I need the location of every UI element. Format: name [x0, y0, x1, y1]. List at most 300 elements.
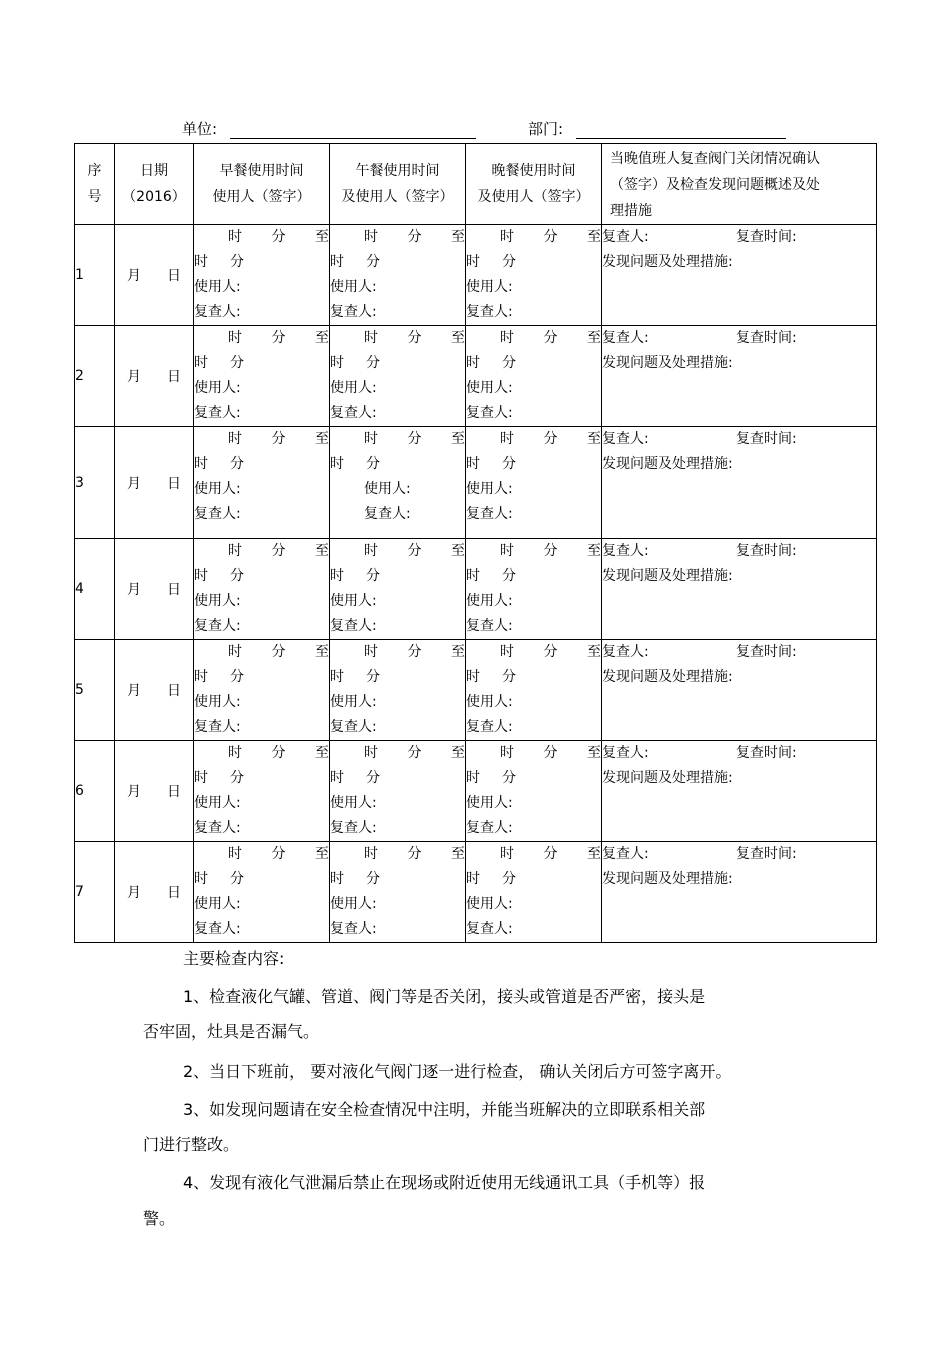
minute-label: 分 [271, 431, 286, 447]
lunch-cell[interactable] [330, 640, 466, 741]
hour-label: 时 [330, 355, 344, 371]
meal-time-end-line [330, 351, 465, 376]
hour-label: 时 [364, 330, 378, 346]
to-label: 至 [587, 330, 601, 346]
to-label: 至 [587, 846, 601, 862]
night-checker-label: 复查人: [602, 330, 649, 346]
meal-time-end-line [194, 665, 329, 690]
date-day: 日 [167, 885, 181, 901]
to-label: 至 [451, 745, 465, 761]
checker-label: 复查人: [330, 921, 377, 937]
date-month: 月 [127, 475, 141, 492]
meal-time-line [466, 842, 601, 867]
minute-label: 分 [543, 229, 558, 245]
meal-time-line [330, 640, 465, 665]
minute-label: 分 [366, 254, 380, 270]
breakfast-cell[interactable] [194, 427, 330, 539]
meal-time-line [466, 427, 601, 452]
dinner-cell[interactable] [466, 842, 602, 943]
minute-label: 分 [543, 846, 558, 862]
header-date-l1: 日期 [140, 163, 168, 179]
check-time-label: 复查时间: [736, 330, 797, 346]
notes-line-3: 2、当日下班前， 要对液化气阀门逐一进行检查， 确认关闭后方可签字离开。 [183, 1062, 732, 1081]
night-check-cell[interactable] [602, 640, 877, 741]
table-header-row [75, 144, 877, 225]
date-month: 月 [127, 784, 141, 800]
hour-label: 时 [228, 431, 242, 447]
to-label: 至 [451, 846, 465, 862]
minute-label: 分 [271, 644, 286, 660]
minute-label: 分 [366, 568, 380, 584]
night-check-line [602, 225, 876, 250]
night-check-line [602, 427, 876, 452]
row-date[interactable] [115, 326, 194, 427]
to-label: 至 [315, 330, 329, 346]
dinner-cell[interactable] [466, 326, 602, 427]
night-checker-label: 复查人: [602, 745, 649, 761]
row-index: 5 [75, 640, 115, 741]
user-label: 使用人: [330, 694, 377, 710]
to-label: 至 [315, 846, 329, 862]
user-label: 使用人: [466, 795, 513, 811]
meal-time-end-line [466, 867, 601, 892]
minute-label: 分 [502, 770, 516, 786]
minute-label: 分 [543, 745, 558, 761]
notes-line-5: 门进行整改。 [143, 1135, 240, 1154]
meal-time-end-line [330, 564, 465, 589]
header-breakfast-l2: 使用人（签字） [212, 189, 311, 205]
meal-time-end-line [194, 867, 329, 892]
row-date[interactable] [115, 225, 194, 326]
meal-time-line [330, 326, 465, 351]
notes-line-7: 警。 [143, 1209, 176, 1228]
hour-label: 时 [500, 644, 514, 660]
hour-label: 时 [330, 568, 344, 584]
user-label: 使用人: [466, 481, 513, 497]
minute-label: 分 [230, 254, 244, 270]
minute-label: 分 [407, 644, 422, 660]
hour-label: 时 [466, 669, 480, 685]
meal-time-line [466, 741, 601, 766]
hour-label: 时 [364, 229, 378, 245]
meal-time-end-line [330, 452, 465, 477]
checker-label: 复查人: [466, 405, 513, 421]
date-day: 日 [167, 268, 181, 284]
minute-label: 分 [366, 355, 380, 371]
notes-line-4: 3、如发现问题请在安全检查情况中注明，并能当班解决的立即联系相关部 [183, 1100, 706, 1119]
night-check-cell[interactable] [602, 427, 877, 539]
header-dinner-l1: 晚餐使用时间 [491, 163, 576, 179]
measures-label: 发现问题及处理措施: [602, 669, 733, 685]
hour-label: 时 [364, 745, 378, 761]
lunch-cell[interactable] [330, 427, 466, 539]
to-label: 至 [451, 229, 465, 245]
user-label: 使用人: [194, 694, 241, 710]
minute-label: 分 [407, 229, 422, 245]
to-label: 至 [451, 431, 465, 447]
table-row [75, 741, 877, 842]
meal-time-end-line [194, 250, 329, 275]
checker-label: 复查人: [466, 820, 513, 836]
hour-label: 时 [228, 745, 242, 761]
header-notes-l3: 理措施 [610, 203, 652, 219]
checker-label: 复查人: [194, 618, 241, 634]
night-check-cell[interactable] [602, 539, 877, 640]
hour-label: 时 [194, 871, 208, 887]
row-index: 6 [75, 741, 115, 842]
check-time-label: 复查时间: [736, 745, 797, 761]
checker-label: 复查人: [330, 820, 377, 836]
header-breakfast [194, 144, 330, 225]
check-time-label: 复查时间: [736, 846, 797, 862]
meal-time-line [330, 741, 465, 766]
checker-label: 复查人: [194, 719, 241, 735]
lunch-cell[interactable] [330, 842, 466, 943]
minute-label: 分 [271, 745, 286, 761]
minute-label: 分 [543, 543, 558, 559]
measures-label: 发现问题及处理措施: [602, 770, 733, 786]
meal-time-line [330, 842, 465, 867]
user-label: 使用人: [194, 795, 241, 811]
header-lunch-l1: 午餐使用时间 [355, 163, 440, 179]
to-label: 至 [315, 644, 329, 660]
checker-label: 复查人: [194, 304, 241, 320]
minute-label: 分 [366, 871, 380, 887]
hour-label: 时 [466, 254, 480, 270]
to-label: 至 [315, 431, 329, 447]
minute-label: 分 [230, 456, 244, 472]
meal-time-line [466, 539, 601, 564]
to-label: 至 [315, 745, 329, 761]
row-index: 3 [75, 427, 115, 539]
user-label: 使用人: [194, 380, 241, 396]
night-checker-label: 复查人: [602, 846, 649, 862]
user-label: 使用人: [364, 481, 411, 497]
night-check-cell[interactable] [602, 225, 877, 326]
meal-time-end-line [466, 250, 601, 275]
date-month: 月 [127, 369, 141, 385]
header-lunch [330, 144, 466, 225]
breakfast-cell[interactable] [194, 225, 330, 326]
notes-line-1: 1、检查液化气罐、管道、阀门等是否关闭，接头或管道是否严密，接头是 [183, 987, 706, 1006]
night-check-line [602, 326, 876, 351]
checker-label: 复查人: [466, 618, 513, 634]
hour-label: 时 [330, 770, 344, 786]
row-index: 2 [75, 326, 115, 427]
table-row [75, 427, 877, 539]
measures-label: 发现问题及处理措施: [602, 568, 733, 584]
table-row [75, 326, 877, 427]
hour-label: 时 [330, 456, 344, 472]
measures-label: 发现问题及处理措施: [602, 254, 733, 270]
header-notes-l1: 当晚值班人复查阀门关闭情况确认 [610, 151, 820, 167]
minute-label: 分 [366, 456, 380, 472]
checker-label: 复查人: [330, 618, 377, 634]
row-date[interactable] [115, 539, 194, 640]
user-label: 使用人: [466, 896, 513, 912]
breakfast-cell[interactable] [194, 326, 330, 427]
meal-time-line [194, 225, 329, 250]
table-body [75, 225, 877, 943]
hour-label: 时 [466, 456, 480, 472]
checker-label: 复查人: [466, 506, 513, 522]
dinner-cell[interactable] [466, 640, 602, 741]
minute-label: 分 [230, 355, 244, 371]
meal-time-end-line [466, 766, 601, 791]
meal-time-end-line [466, 351, 601, 376]
meal-time-line [330, 225, 465, 250]
checker-label: 复查人: [330, 304, 377, 320]
meal-time-line [466, 640, 601, 665]
row-date[interactable] [115, 842, 194, 943]
checker-label: 复查人: [466, 304, 513, 320]
meal-time-end-line [194, 564, 329, 589]
minute-label: 分 [271, 543, 286, 559]
night-check-cell[interactable] [602, 741, 877, 842]
unit-input-line[interactable] [230, 120, 476, 139]
table-row [75, 225, 877, 326]
date-day: 日 [167, 582, 181, 598]
notes-line-2: 否牢固，灶具是否漏气。 [143, 1022, 320, 1041]
hour-label: 时 [330, 871, 344, 887]
hour-label: 时 [466, 871, 480, 887]
minute-label: 分 [502, 871, 516, 887]
meal-time-end-line [194, 452, 329, 477]
usage-log-table [74, 143, 877, 943]
hour-label: 时 [330, 254, 344, 270]
minute-label: 分 [407, 431, 422, 447]
minute-label: 分 [230, 669, 244, 685]
minute-label: 分 [230, 871, 244, 887]
breakfast-cell[interactable] [194, 539, 330, 640]
minute-label: 分 [407, 745, 422, 761]
meal-time-line [466, 225, 601, 250]
user-label: 使用人: [194, 481, 241, 497]
hour-label: 时 [466, 770, 480, 786]
header-dinner-l2: 及使用人（签字） [477, 189, 590, 205]
dept-label: 部门: [528, 120, 564, 138]
user-label: 使用人: [466, 593, 513, 609]
date-day: 日 [167, 475, 181, 492]
lunch-cell[interactable] [330, 225, 466, 326]
meal-time-line [330, 539, 465, 564]
hour-label: 时 [194, 669, 208, 685]
hour-label: 时 [466, 355, 480, 371]
minute-label: 分 [407, 543, 422, 559]
header-index [75, 144, 115, 225]
to-label: 至 [587, 745, 601, 761]
to-label: 至 [315, 543, 329, 559]
header-dinner [466, 144, 602, 225]
header-breakfast-l1: 早餐使用时间 [219, 163, 304, 179]
check-time-label: 复查时间: [736, 431, 797, 447]
date-month: 月 [127, 885, 141, 901]
user-label: 使用人: [330, 896, 377, 912]
breakfast-cell[interactable] [194, 842, 330, 943]
meal-time-line [194, 539, 329, 564]
to-label: 至 [587, 644, 601, 660]
row-date[interactable] [115, 741, 194, 842]
to-label: 至 [587, 543, 601, 559]
measures-label: 发现问题及处理措施: [602, 355, 733, 371]
row-index: 7 [75, 842, 115, 943]
minute-label: 分 [271, 229, 286, 245]
night-checker-label: 复查人: [602, 229, 649, 245]
header-index-l1: 序 [87, 163, 102, 179]
night-check-line [602, 539, 876, 564]
minute-label: 分 [230, 770, 244, 786]
minute-label: 分 [366, 669, 380, 685]
meal-time-end-line [330, 766, 465, 791]
user-label: 使用人: [330, 593, 377, 609]
breakfast-cell[interactable] [194, 640, 330, 741]
row-index: 1 [75, 225, 115, 326]
row-index: 4 [75, 539, 115, 640]
hour-label: 时 [228, 330, 242, 346]
hour-label: 时 [466, 568, 480, 584]
dept-input-line[interactable] [576, 120, 786, 139]
night-check-cell[interactable] [602, 326, 877, 427]
meal-time-line [194, 741, 329, 766]
notes-line-6: 4、发现有液化气泄漏后禁止在现场或附近使用无线通讯工具（手机等）报 [183, 1173, 706, 1192]
night-checker-label: 复查人: [602, 431, 649, 447]
header-date-l2: （2016） [122, 189, 186, 205]
hour-label: 时 [228, 644, 242, 660]
unit-label: 单位: [182, 120, 218, 138]
dept-header [528, 118, 786, 139]
measures-label: 发现问题及处理措施: [602, 871, 733, 887]
meal-time-end-line [466, 452, 601, 477]
night-checker-label: 复查人: [602, 644, 649, 660]
minute-label: 分 [543, 644, 558, 660]
row-date[interactable] [115, 640, 194, 741]
to-label: 至 [587, 229, 601, 245]
dinner-cell[interactable] [466, 427, 602, 539]
hour-label: 时 [194, 254, 208, 270]
minute-label: 分 [502, 355, 516, 371]
checker-label: 复查人: [330, 405, 377, 421]
night-check-line [602, 640, 876, 665]
meal-time-end-line [330, 250, 465, 275]
meal-time-end-line [466, 665, 601, 690]
meal-time-line [466, 326, 601, 351]
user-label: 使用人: [330, 380, 377, 396]
hour-label: 时 [364, 846, 378, 862]
meal-time-end-line [194, 351, 329, 376]
user-label: 使用人: [466, 694, 513, 710]
hour-label: 时 [500, 431, 514, 447]
notes-title: 主要检查内容: [183, 949, 285, 968]
minute-label: 分 [543, 330, 558, 346]
lunch-cell[interactable] [330, 326, 466, 427]
hour-label: 时 [194, 355, 208, 371]
to-label: 至 [451, 543, 465, 559]
user-label: 使用人: [194, 279, 241, 295]
date-day: 日 [167, 683, 181, 699]
dinner-cell[interactable] [466, 539, 602, 640]
night-check-line [602, 741, 876, 766]
hour-label: 时 [364, 644, 378, 660]
dinner-cell[interactable] [466, 741, 602, 842]
minute-label: 分 [230, 568, 244, 584]
hour-label: 时 [500, 229, 514, 245]
minute-label: 分 [366, 770, 380, 786]
table-row [75, 842, 877, 943]
checker-label: 复查人: [194, 506, 241, 522]
hour-label: 时 [228, 543, 242, 559]
minute-label: 分 [271, 330, 286, 346]
table-row [75, 640, 877, 741]
date-month: 月 [127, 683, 141, 699]
checker-label: 复查人: [194, 921, 241, 937]
checker-label: 复查人: [466, 719, 513, 735]
hour-label: 时 [500, 330, 514, 346]
hour-label: 时 [364, 431, 378, 447]
lunch-cell[interactable] [330, 539, 466, 640]
meal-time-line [194, 842, 329, 867]
checker-label: 复查人: [466, 921, 513, 937]
check-time-label: 复查时间: [736, 543, 797, 559]
table-row [75, 539, 877, 640]
date-day: 日 [167, 784, 181, 800]
to-label: 至 [315, 229, 329, 245]
minute-label: 分 [502, 254, 516, 270]
night-check-cell[interactable] [602, 842, 877, 943]
header-index-l2: 号 [87, 189, 102, 205]
user-label: 使用人: [466, 279, 513, 295]
to-label: 至 [451, 330, 465, 346]
hour-label: 时 [228, 229, 242, 245]
minute-label: 分 [407, 330, 422, 346]
minute-label: 分 [502, 669, 516, 685]
date-day: 日 [167, 369, 181, 385]
user-label: 使用人: [194, 896, 241, 912]
lunch-cell[interactable] [330, 741, 466, 842]
check-time-label: 复查时间: [736, 644, 797, 660]
checker-label: 复查人: [194, 820, 241, 836]
row-date[interactable] [115, 427, 194, 539]
unit-header [182, 118, 476, 139]
minute-label: 分 [271, 846, 286, 862]
header-notes-l2: （签字）及检查发现问题概述及处 [610, 177, 820, 193]
hour-label: 时 [228, 846, 242, 862]
hour-label: 时 [194, 770, 208, 786]
user-label: 使用人: [466, 380, 513, 396]
meal-time-end-line [466, 564, 601, 589]
date-month: 月 [127, 582, 141, 598]
hour-label: 时 [364, 543, 378, 559]
hour-label: 时 [500, 543, 514, 559]
meal-time-line [194, 427, 329, 452]
minute-label: 分 [543, 431, 558, 447]
to-label: 至 [587, 431, 601, 447]
hour-label: 时 [500, 745, 514, 761]
meal-time-line [194, 326, 329, 351]
hour-label: 时 [194, 568, 208, 584]
breakfast-cell[interactable] [194, 741, 330, 842]
meal-time-end-line [330, 867, 465, 892]
dinner-cell[interactable] [466, 225, 602, 326]
hour-label: 时 [500, 846, 514, 862]
minute-label: 分 [502, 568, 516, 584]
header-date [115, 144, 194, 225]
measures-label: 发现问题及处理措施: [602, 456, 733, 472]
checker-label: 复查人: [330, 719, 377, 735]
user-label: 使用人: [330, 795, 377, 811]
night-checker-label: 复查人: [602, 543, 649, 559]
meal-time-line [330, 427, 465, 452]
hour-label: 时 [330, 669, 344, 685]
